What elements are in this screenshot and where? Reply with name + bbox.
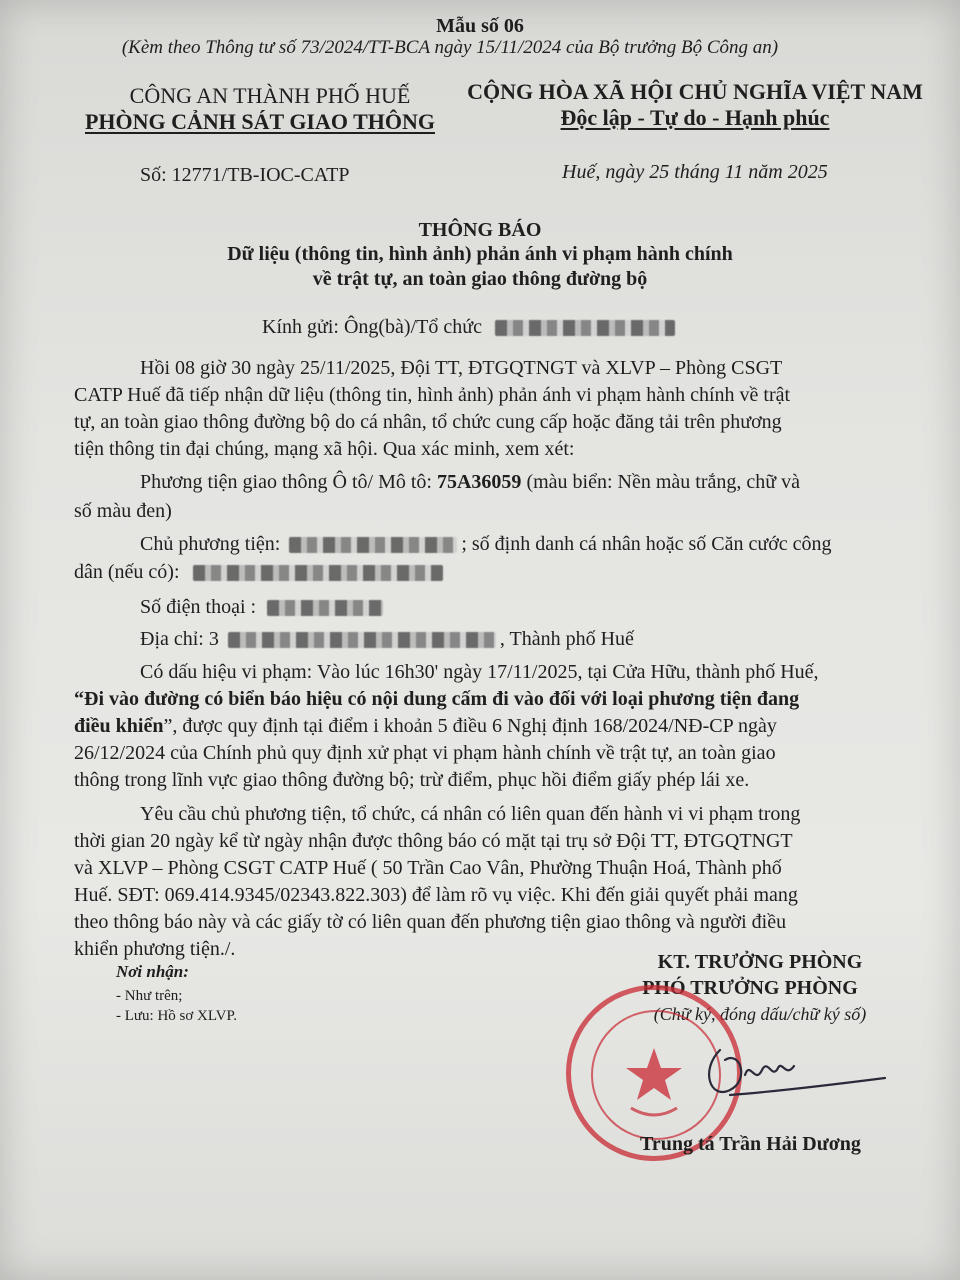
owner-line: [140, 532, 832, 556]
vehicle-plate: 75A36059: [436, 471, 522, 493]
form-number: Mẫu số 06: [436, 15, 524, 37]
document-number: Số: 12771/TB-IOC-CATP: [140, 164, 350, 186]
address-line: [140, 627, 634, 651]
signature-note: (Chữ ký, đóng dấu/chữ ký số): [653, 1004, 867, 1024]
request-line6: khiển phương tiện./.: [74, 938, 236, 960]
redacted-owner: [289, 537, 457, 553]
owner-label: Chủ phương tiện:: [140, 533, 281, 555]
handwritten-signature: [690, 1030, 890, 1110]
form-reference: (Kèm theo Thông tư số 73/2024/TT-BCA ngày 15/11/2024 của Bộ trưởng Bộ Công an): [121, 37, 779, 58]
para1-line3: tự, an toàn giao thông đường bộ do cá nhân, tổ chức cung cấp hoặc đăng tải trên phương: [74, 411, 782, 433]
nation-motto: Độc lập - Tự do - Hạnh phúc: [560, 105, 830, 130]
redacted-id: [193, 565, 443, 581]
place-date: Huế, ngày 25 tháng 11 năm 2025: [562, 161, 828, 183]
request-line3: và XLVP – Phòng CSGT CATP Huế ( 50 Trần Cao Vân, Phường Thuận Hoá, Thành phố: [74, 857, 782, 879]
owner-id-line: [74, 560, 443, 584]
address-label: Địa chỉ: 3: [140, 628, 219, 650]
owner-id-label: ; số định danh cá nhân hoặc số Căn cước công: [461, 533, 832, 555]
recipients-item-1: - Như trên;: [116, 988, 183, 1004]
para1-line1: Hồi 08 giờ 30 ngày 25/11/2025, Đội TT, ĐTGQTNGT và XLVP – Phòng CSGT: [140, 357, 783, 379]
recipient-line: [262, 315, 675, 339]
violation-line1: Có dấu hiệu vi phạm: Vào lúc 16h30' ngày 17/11/2025, tại Cửa Hữu, thành phố Huế,: [140, 661, 819, 683]
document-subtitle-1: Dữ liệu (thông tin, hình ảnh) phản ánh vi phạm hành chính: [227, 243, 733, 265]
para1-line4: tiện thông tin đại chúng, mạng xã hội. Qua xác minh, xem xét:: [74, 438, 575, 460]
violation-line3: [74, 714, 777, 738]
request-line4: Huế. SĐT: 069.414.9345/02343.822.303) để làm rõ vụ việc. Khi đến giải quyết phải mang: [74, 884, 798, 906]
para1-line2: CATP Huế đã tiếp nhận dữ liệu (thông tin, hình ảnh) phản ánh vi phạm hành chính về trật: [74, 384, 791, 406]
vehicle-label: Phương tiện giao thông Ô tô/ Mô tô:: [140, 471, 432, 493]
redacted-address: [228, 632, 496, 648]
phone-line: [140, 595, 383, 619]
recipients-item-2: - Lưu: Hồ sơ XLVP.: [116, 1008, 237, 1024]
nation-name: CỘNG HÒA XÃ HỘI CHỦ NGHĨA VIỆT NAM: [467, 79, 923, 104]
signature-title-2: PHÓ TRƯỞNG PHÒNG: [642, 977, 858, 999]
plate-color-cont: số màu đen): [74, 500, 172, 522]
request-line2: thời gian 20 ngày kể từ ngày nhận được thông báo có mặt tại trụ sở Đội TT, ĐTGQTNGT: [74, 830, 793, 852]
phone-label: Số điện thoại :: [140, 596, 257, 618]
signer-name: Trung tá Trần Hải Dương: [640, 1133, 861, 1155]
violation-line3-rest: ”, được quy định tại điểm i khoản 5 điều 6 Nghị định 168/2024/NĐ-CP ngày: [163, 715, 777, 737]
owner-id-label-cont: dân (nếu có):: [74, 561, 180, 583]
request-line5: theo thông báo này và các giấy tờ có liên quan đến phương tiện giao thông và người điều: [74, 911, 787, 933]
vehicle-line: [140, 470, 800, 494]
signature-title-1: KT. TRƯỞNG PHÒNG: [657, 951, 863, 973]
redacted-recipient: [495, 320, 675, 336]
recipients-heading: Nơi nhận:: [116, 962, 189, 981]
violation-line4: 26/12/2024 của Chính phủ quy định xử phạt vi phạm hành chính về trật tự, an toàn giao: [74, 742, 776, 764]
violation-bold2: điều khiển: [74, 715, 164, 737]
plate-color: (màu biển: Nền màu trắng, chữ và: [526, 471, 800, 493]
redacted-phone: [267, 600, 383, 616]
request-line1: Yêu cầu chủ phương tiện, tổ chức, cá nhân có liên quan đến hành vi vi phạm trong: [140, 803, 801, 825]
agency-name: CÔNG AN THÀNH PHỐ HUẾ: [129, 83, 411, 108]
address-city: , Thành phố Huế: [499, 628, 634, 650]
violation-bold1: “Đi vào đường có biển báo hiệu có nội dung cấm đi vào đối với loại phương tiện đang: [74, 688, 800, 710]
agency-department: PHÒNG CẢNH SÁT GIAO THÔNG: [84, 109, 435, 134]
violation-line5: thông trong lĩnh vực giao thông đường bộ; trừ điểm, phục hồi điểm giấy phép lái xe.: [74, 769, 750, 791]
document-subtitle-2: về trật tự, an toàn giao thông đường bộ: [312, 268, 648, 290]
recipient-label: Kính gửi: Ông(bà)/Tổ chức: [262, 316, 482, 338]
document-title: THÔNG BÁO: [418, 219, 542, 241]
